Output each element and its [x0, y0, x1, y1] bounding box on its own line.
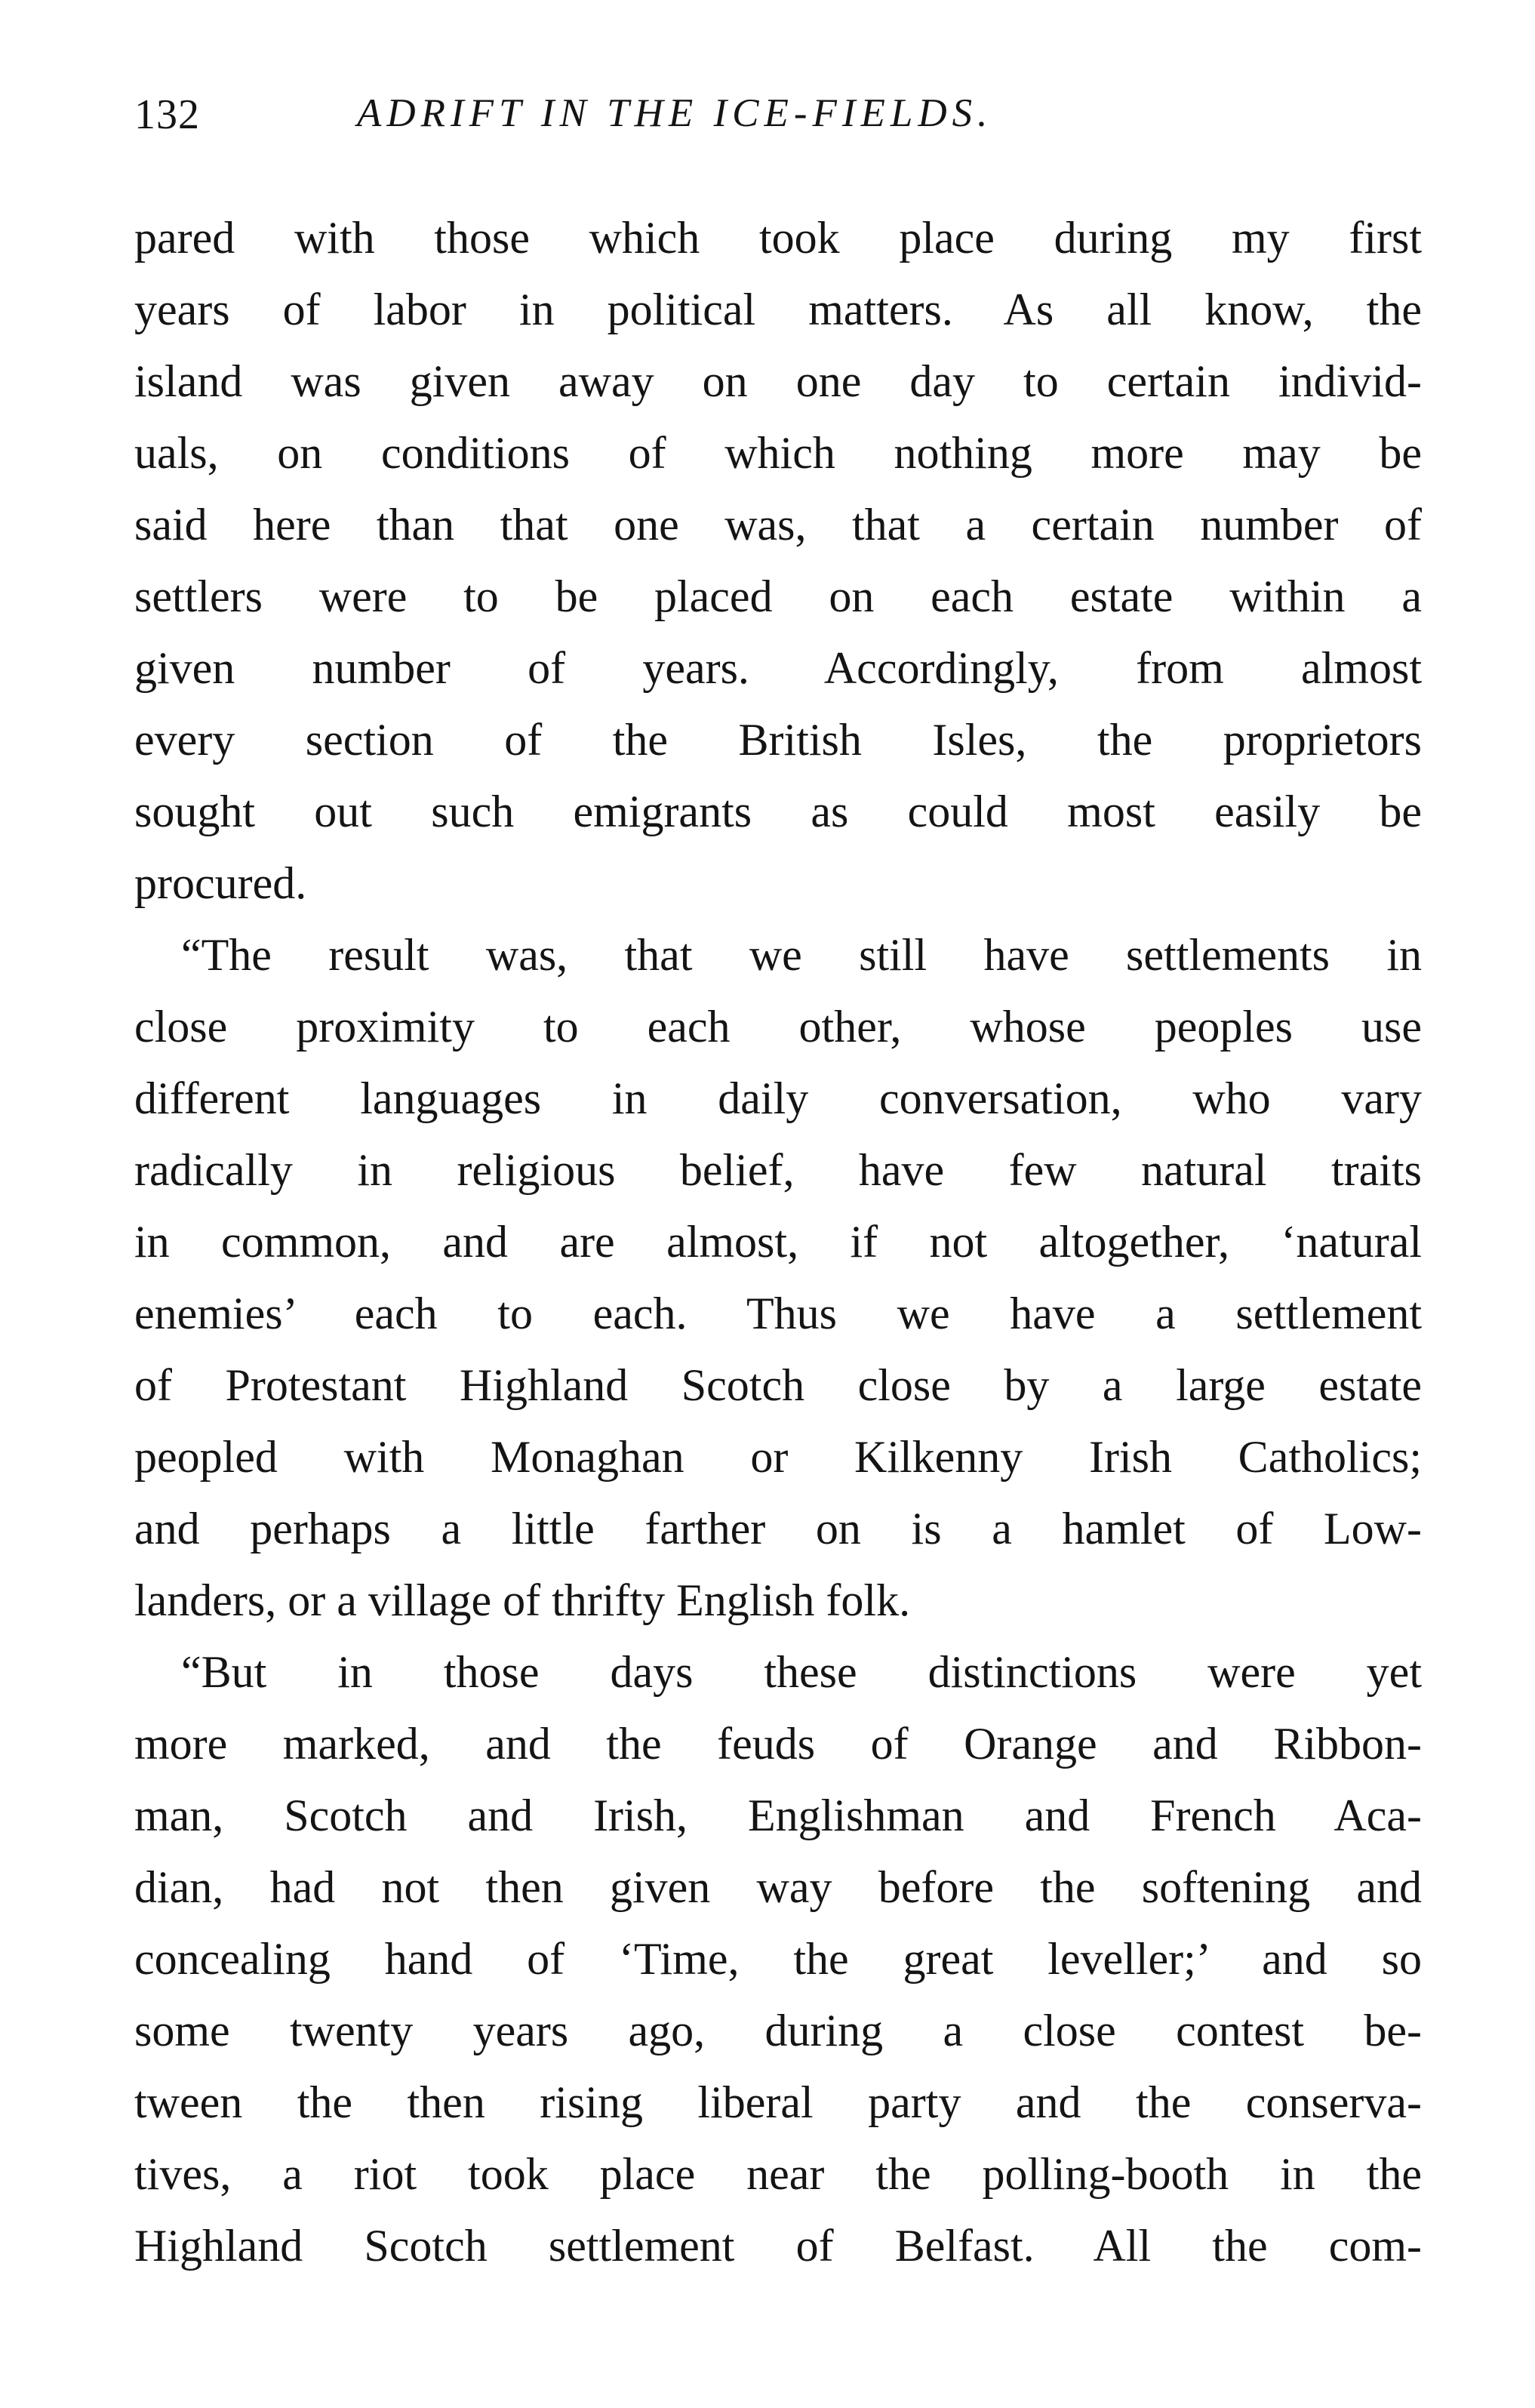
text-line: sought out such emigrants as could most easily be: [134, 787, 1422, 836]
text-line: pared with those which took place during my first: [134, 213, 1422, 263]
text-line: uals, on conditions of which nothing more may be: [134, 428, 1422, 478]
running-title: ADRIFT IN THE ICE-FIELDS.: [357, 91, 993, 135]
text-line: tween the then rising liberal party and the conserva-: [134, 2077, 1422, 2127]
text-line: said here than that one was, that a certain number of: [134, 500, 1422, 550]
text-line: given number of years. Accordingly, from almost: [134, 643, 1422, 693]
text-line: dian, had not then given way before the softening and: [134, 1862, 1422, 1912]
text-line: “The result was, that we still have settlements in: [181, 930, 1422, 980]
text-line: some twenty years ago, during a close contest be-: [134, 2006, 1422, 2055]
text-line: island was given away on one day to certain individ-: [134, 356, 1422, 406]
text-line: every section of the British Isles, the proprietors: [134, 715, 1422, 765]
body-text: [134, 202, 1422, 2282]
text-line: radically in religious belief, have few natural traits: [134, 1145, 1422, 1195]
text-line: concealing hand of ‘Time, the great leveller;’ and so: [134, 1934, 1422, 1984]
text-line: peopled with Monaghan or Kilkenny Irish Catholics;: [134, 1432, 1422, 1482]
text-line: in common, and are almost, if not altogether, ‘natural: [134, 1217, 1422, 1267]
page-header: [134, 91, 1417, 159]
text-line: more marked, and the feuds of Orange and Ribbon-: [134, 1719, 1422, 1769]
text-line: years of labor in political matters. As all know, the: [134, 285, 1422, 334]
text-line: man, Scotch and Irish, Englishman and French Aca-: [134, 1791, 1422, 1840]
text-line: “But in those days these distinctions were yet: [181, 1647, 1422, 1697]
page-number: 132: [134, 91, 200, 138]
text-line: different languages in daily conversation, who vary: [134, 1073, 1422, 1123]
text-line: settlers were to be placed on each estate within a: [134, 571, 1422, 621]
text-line: and perhaps a little farther on is a hamlet of Low-: [134, 1504, 1422, 1553]
text-line: of Protestant Highland Scotch close by a large estate: [134, 1360, 1422, 1410]
text-line: landers, or a village of thrifty English folk.: [134, 1575, 911, 1625]
text-line: procured.: [134, 858, 307, 908]
text-line: Highland Scotch settlement of Belfast. All the com-: [134, 2221, 1422, 2271]
text-line: enemies’ each to each. Thus we have a settlement: [134, 1289, 1422, 1338]
text-line: close proximity to each other, whose peoples use: [134, 1002, 1422, 1052]
text-line: tives, a riot took place near the polling-booth in the: [134, 2149, 1422, 2199]
